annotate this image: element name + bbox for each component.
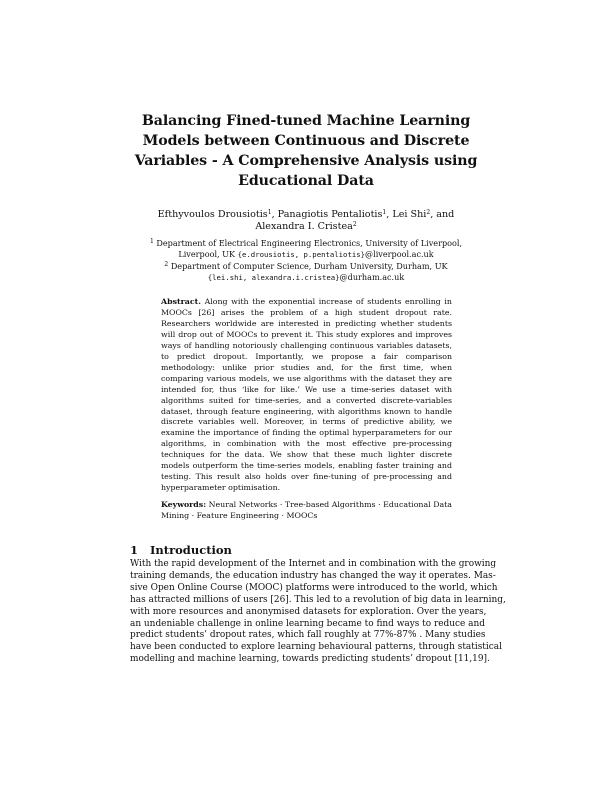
abstract-text: Along with the exponential increase of students enrolling in MOOCs [26] arises the problem of a high student dropout rate. Researchers worldwide are interested in predicting whether students will drop out of MOOCs to prevent it. This study explores and improves ways of handling notoriously challenging continuous variables datasets, to predict dropout. Importantly, we propose a fair comparison methodology: unlike prior studies and, for the first time, when comparing various models, we use algorithms with the dataset they are intended for, thus ‘like for like.’ We use a time-series dataset with algorithms suited for time-series, and a converted discrete-variables dataset, through feature engineering, with algorithms known to handle discrete variables well. Moreover, in terms of predictive ability, we examine the importance of finding the optimal hyperparameters for our algorithms, in combination with the most effective pre-processing techniques for the data. We show that these much lighter discrete models outperform the time-series models, enabling faster training and testing. This result also holds over fine-tuning of pre-processing and hyperparameter optimisation.	[161, 297, 452, 493]
affiliation-location: Liverpool, UK	[178, 249, 238, 260]
introduction-body	[130, 559, 506, 666]
author-name: Alexandra I. Cristea	[255, 221, 353, 232]
author-name: Lei Shi	[392, 209, 427, 220]
intro-line: with more resources and anonymised datasets for exploration. Over the years,	[130, 606, 487, 617]
author-name: Efthyvoulos Drousiotis	[157, 209, 268, 220]
author-separator: , and	[430, 209, 455, 220]
keywords	[161, 500, 452, 522]
affiliation-1-contact	[130, 249, 482, 260]
affiliation-mark: 2	[164, 260, 169, 268]
intro-line: modelling and machine learning, towards predicting students’ dropout [11,19].	[130, 654, 490, 665]
intro-line: predict students’ dropout rates, which fall roughly at 77%-87% . Many studies	[130, 630, 486, 641]
intro-line: an undeniable challenge in online learning became to find ways to reduce and	[130, 618, 485, 629]
affiliation-block	[130, 238, 482, 283]
author-affiliation-mark: 1	[267, 209, 272, 216]
intro-line: sive Open Online Course (MOOC) platforms were introduced to the world, which	[130, 582, 498, 593]
intro-line: training demands, the education industry has changed the way it operates. Mas-	[130, 570, 496, 581]
author-separator: ,	[386, 209, 393, 220]
affiliation-mark: 1	[149, 238, 154, 245]
affiliation-2	[130, 261, 482, 272]
author-separator: ,	[271, 209, 278, 220]
author-name: Panagiotis Pentaliotis	[277, 209, 383, 220]
paper-title: Balancing Fined-tuned Machine Learning Models between Continuous and Discrete Variables - A Comprehensive Analysis using Educational Data	[134, 113, 478, 189]
author-affiliation-mark: 1	[382, 209, 387, 216]
affiliation-email-domain[interactable]: @liverpool.ac.uk	[365, 249, 434, 260]
affiliation-emails[interactable]: {lei.shi, alexandra.i.cristea}	[207, 272, 340, 282]
author-list	[134, 209, 478, 233]
keywords-text: Neural Networks · Tree-based Algorithms · Educational Data Mining · Feature Engineering · MOOCs	[161, 500, 452, 520]
keywords-label: Keywords:	[161, 500, 207, 509]
author-affiliation-mark: 2	[426, 209, 431, 216]
affiliation-email-domain[interactable]: @durham.ac.uk	[339, 271, 405, 282]
abstract-label: Abstract.	[161, 297, 201, 306]
section-number: 1	[130, 543, 139, 557]
affiliation-1	[130, 238, 482, 249]
affiliation-institution: Department of Electrical Engineering Electronics, University of Liverpool,	[156, 238, 463, 248]
affiliation-2-contact	[130, 272, 482, 283]
affiliation-emails[interactable]: {e.drousiotis, p.pentaliotis}	[237, 250, 366, 260]
intro-line: With the rapid development of the Internet and in combination with the growing	[130, 559, 497, 569]
section-heading	[130, 543, 482, 557]
intro-line: has attracted millions of users [26]. This led to a revolution of big data in learning,	[130, 594, 506, 605]
affiliation-institution: Department of Computer Science, Durham University, Durham, UK	[170, 260, 448, 271]
abstract	[161, 297, 452, 494]
section-title: Introduction	[150, 543, 232, 557]
intro-line: have been conducted to explore learning behavioural patterns, through statistical	[130, 642, 502, 653]
author-affiliation-mark: 2	[352, 221, 357, 228]
